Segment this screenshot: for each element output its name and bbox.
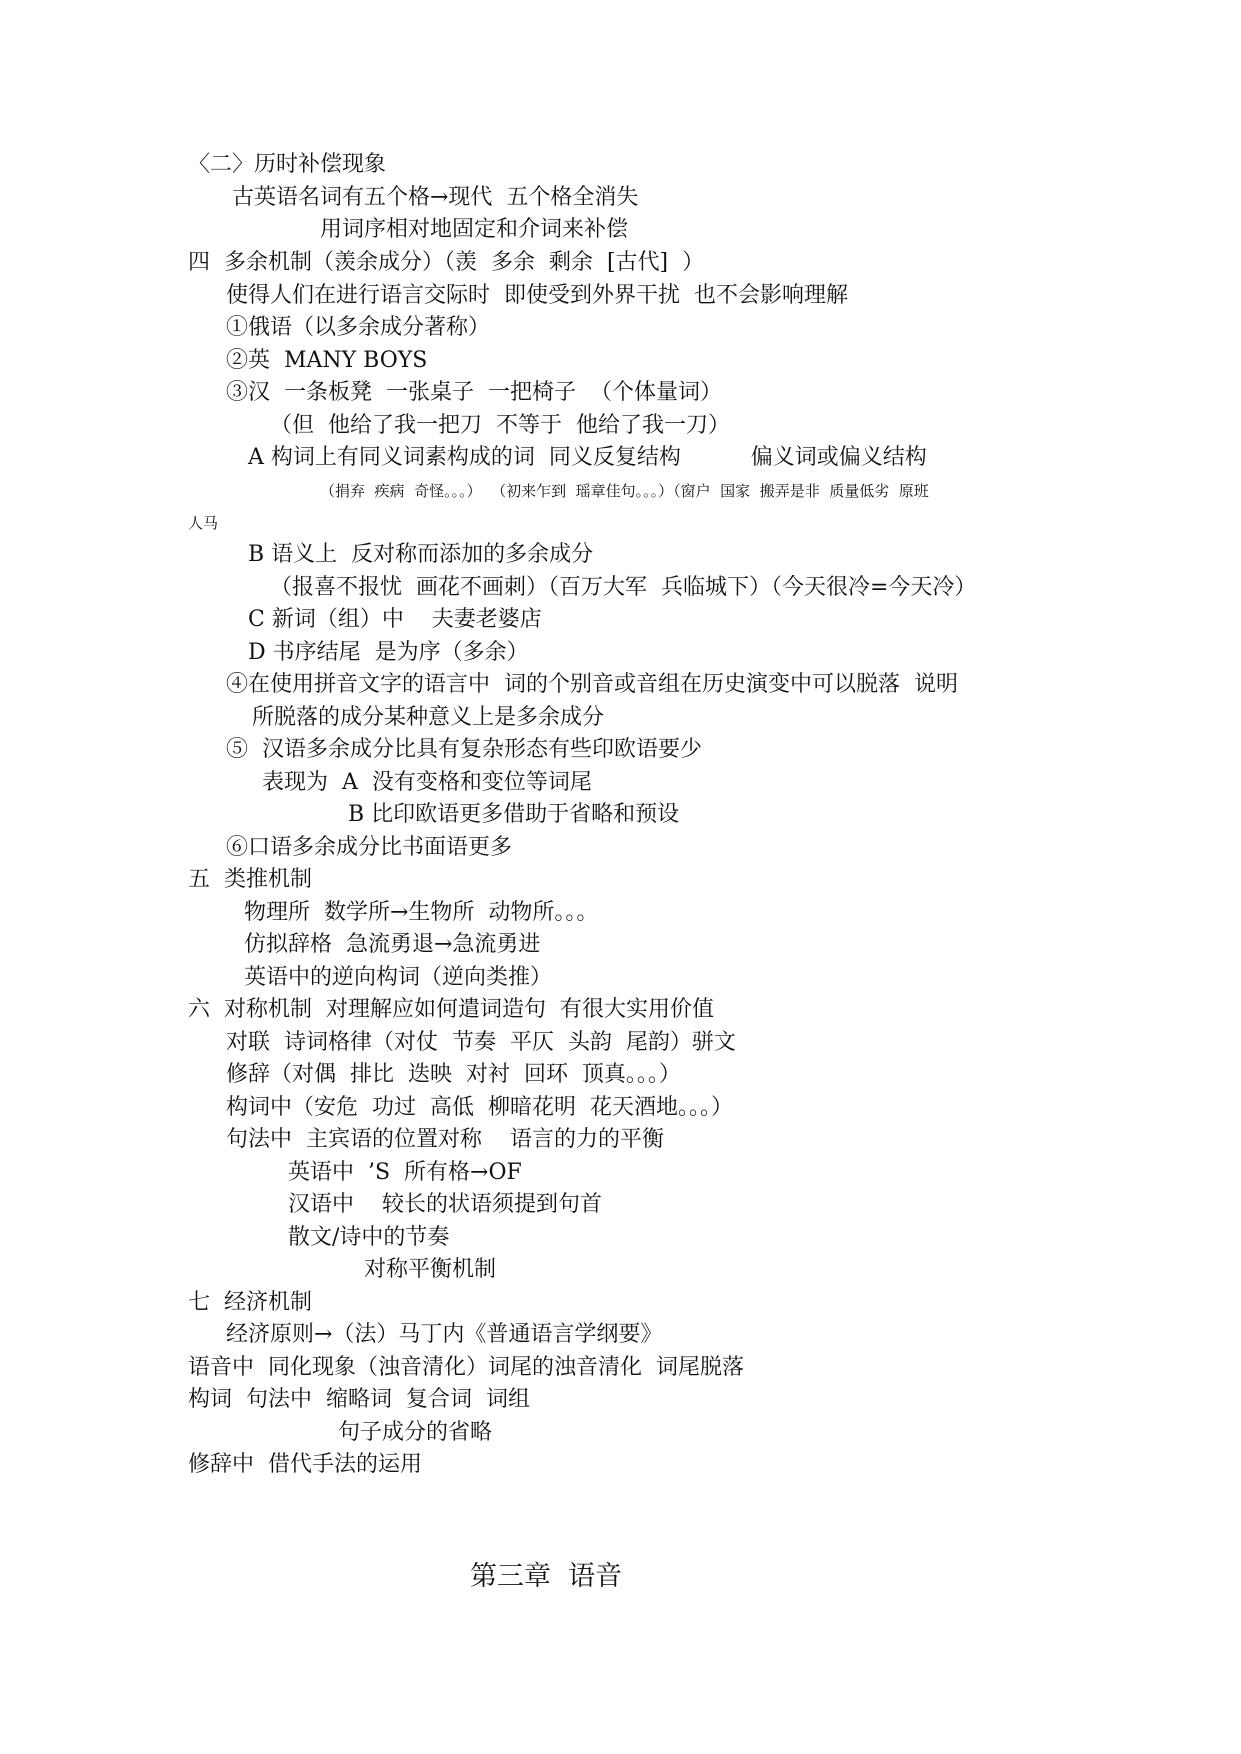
text-line: 汉语中 较长的状语须提到句首 xyxy=(288,1192,602,1217)
text-line: 使得人们在进行语言交际时 即使受到外界干扰 也不会影响理解 xyxy=(226,283,848,308)
list-item: ⑥口语多余成分比书面语更多 xyxy=(226,835,513,860)
text-line: 句法中 主宾语的位置对称 语言的力的平衡 xyxy=(226,1127,664,1152)
text-line: 英语中的逆向构词（逆向类推） xyxy=(244,965,553,990)
list-item: ④在使用拼音文字的语言中 词的个别音或音组在历史演变中可以脱落 说明 xyxy=(226,672,958,697)
text-line: C 新词（组）中 夫妻老婆店 xyxy=(248,607,542,632)
text-line: 英语中 ’S 所有格→OF xyxy=(288,1160,522,1185)
chapter-title: 第三章 语音 xyxy=(470,1561,623,1592)
text-line: 古英语名词有五个格→现代 五个格全消失 xyxy=(232,185,639,210)
section-heading-diachronic-compensation: 〈二〉历时补偿现象 xyxy=(188,152,387,177)
text-line: 对联 诗词格律（对仗 节奏 平仄 头韵 尾韵）骈文 xyxy=(226,1030,736,1055)
section-heading-analogy: 五 类推机制 xyxy=(188,867,312,892)
text-line: （报喜不报忧 画花不画刺）（百万大军 兵临城下）（今天很冷=今天冷） xyxy=(270,575,977,600)
section-heading-symmetry: 六 对称机制 对理解应如何遣词造句 有很大实用价值 xyxy=(188,997,714,1022)
text-line: 构词 句法中 缩略词 复合词 词组 xyxy=(188,1387,530,1412)
section-heading-redundancy: 四 多余机制（羡余成分）（羡 多余 剩余 [古代] ） xyxy=(188,250,705,275)
text-line: B 比印欧语更多借助于省略和预设 xyxy=(348,802,680,827)
small-text-line: 人马 xyxy=(188,514,219,532)
text-line: 所脱落的成分某种意义上是多余成分 xyxy=(252,705,605,730)
text-line: 修辞（对偶 排比 迭映 对衬 回环 顶真。。。） xyxy=(226,1062,681,1087)
list-item: ②英 MANY BOYS xyxy=(226,348,428,373)
text-line: 仿拟辞格 急流勇退→急流勇进 xyxy=(244,932,541,957)
text-line: 经济原则→（法）马丁内《普通语言学纲要》 xyxy=(226,1322,663,1347)
text-line: 句子成分的省略 xyxy=(338,1420,493,1445)
text-line: 构词中（安危 功过 高低 柳暗花明 花天酒地。。。） xyxy=(226,1095,733,1120)
text-line: D 书序结尾 是为序（多余） xyxy=(248,640,529,665)
small-text-line: （捐弃 疾病 奇怪。。。） （初来乍到 瑶章佳句。。。）（窗户 国家 搬弄是非 质量低劣 原班 xyxy=(320,482,929,500)
list-item: ③汉 一条板凳 一张桌子 一把椅子 （个体量词） xyxy=(226,380,722,405)
list-item: ①俄语（以多余成分著称） xyxy=(226,315,491,340)
text-line: 表现为 A 没有变格和变位等词尾 xyxy=(262,770,592,795)
text-line: 修辞中 借代手法的运用 xyxy=(188,1452,422,1477)
text-line: 散文/诗中的节奏 xyxy=(288,1225,450,1250)
text-line: A 构词上有同义词素构成的词 同义反复结构 偏义词或偏义结构 xyxy=(248,445,927,470)
text-line: 对称平衡机制 xyxy=(364,1257,497,1282)
text-line: B 语义上 反对称而添加的多余成分 xyxy=(248,542,594,567)
text-line: 物理所 数学所→生物所 动物所。。。 xyxy=(244,900,599,925)
text-line: 用词序相对地固定和介词来补偿 xyxy=(320,217,629,242)
text-line: （但 他给了我一把刀 不等于 他给了我一刀） xyxy=(270,413,730,438)
section-heading-economy: 七 经济机制 xyxy=(188,1290,312,1315)
list-item: ⑤ 汉语多余成分比具有复杂形态有些印欧语要少 xyxy=(226,737,702,762)
text-line: 语音中 同化现象（浊音清化）词尾的浊音清化 词尾脱落 xyxy=(188,1355,744,1380)
